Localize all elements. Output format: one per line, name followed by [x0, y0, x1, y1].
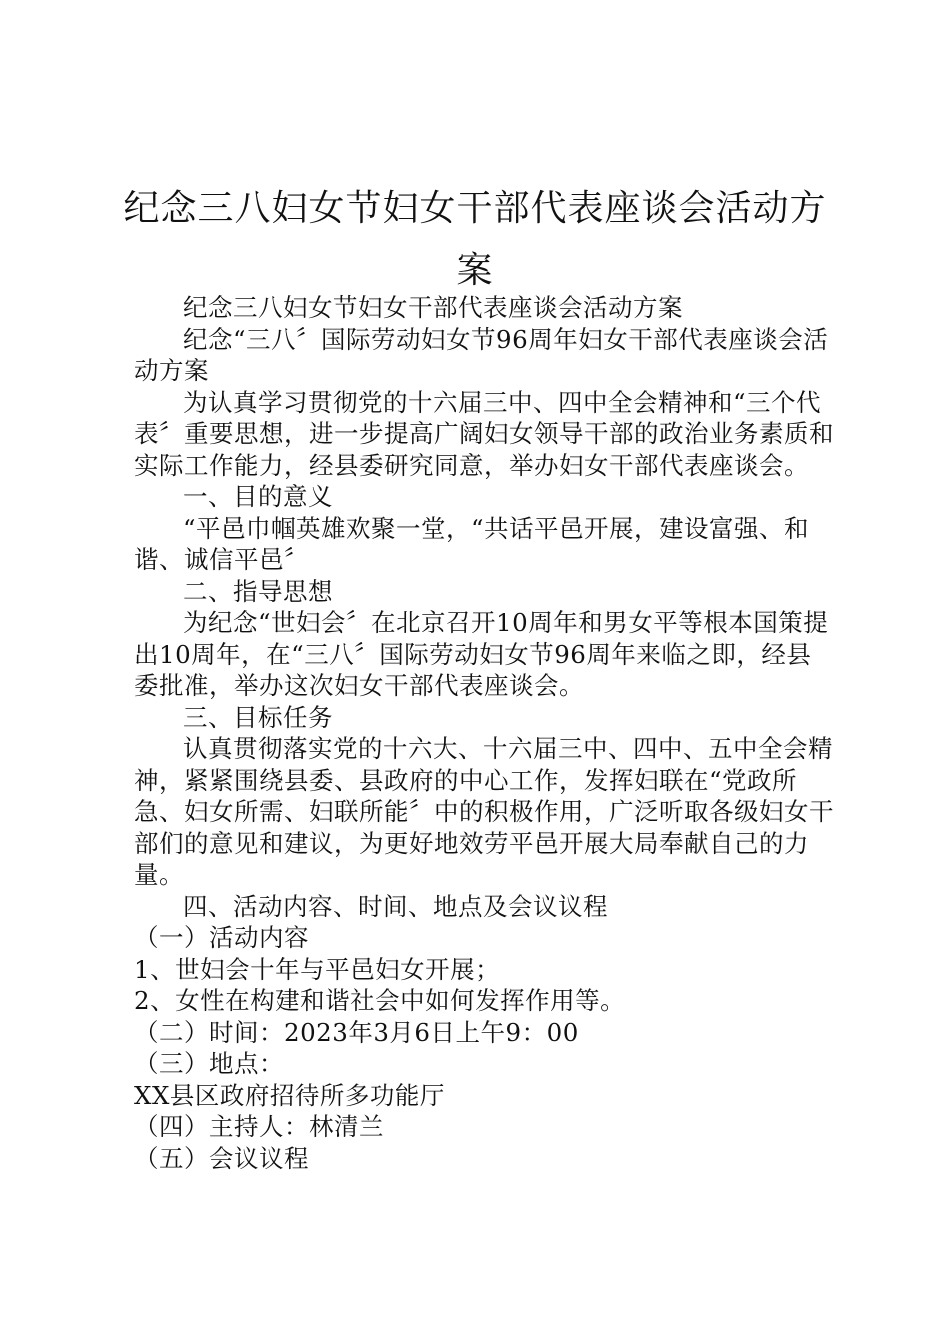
paragraph: 认真贯彻落实党的十六大、十六届三中、四中、五中全会精神，紧紧围绕县委、县政府的中心工作，发挥妇联在“党政所急、妇女所需、妇联所能〞中的积极作用，广泛听取各级妇女干部们的意见和建议，为更好地效劳平邑开展大局奉献自己的力量。	[134, 734, 834, 889]
title-line-1: 纪念三八妇女节妇女干部代表座谈会活动方	[123, 188, 827, 229]
paragraph: XX县区政府招待所多功能厅	[134, 1080, 445, 1110]
section-heading: 四、活动内容、时间、地点及会议议程	[183, 891, 608, 921]
paragraph: “平邑巾帼英雄欢聚一堂，“共话平邑开展，建设富强、和谐、诚信平邑〞	[134, 513, 810, 574]
subsection-heading: （二）时间：2023年3月6日上午9：00	[134, 1017, 579, 1047]
title-line-2: 案	[456, 250, 494, 291]
paragraph: 为认真学习贯彻党的十六届三中、四中全会精神和“三个代表〞重要思想，进一步提高广阔妇女领导干部的政治业务素质和实际工作能力，经县委研究同意，举办妇女干部代表座谈会。	[134, 387, 834, 480]
section-heading: 一、目的意义	[183, 482, 333, 511]
list-item: 1、世妇会十年与平邑妇女开展；	[134, 954, 501, 984]
paragraph: 为纪念“世妇会〞在北京召开10周年和男女平等根本国策提出10周年，在“三八〞国际劳动妇女节96周年来临之即，经县委批准，举办这次妇女干部代表座谈会。	[134, 608, 829, 700]
subsection-heading: （五）会议议程	[134, 1143, 309, 1173]
paragraph: 纪念“三八〞国际劳动妇女节96周年妇女干部代表座谈会活动方案	[134, 324, 829, 385]
document-body	[134, 292, 834, 1174]
list-item: 2、女性在构建和谐社会中如何发挥作用等。	[134, 986, 626, 1015]
section-heading: 三、目标任务	[183, 702, 333, 732]
section-heading: 二、指导思想	[183, 576, 333, 606]
paragraph: 纪念三八妇女节妇女干部代表座谈会活动方案	[183, 293, 683, 322]
subsection-heading: （四）主持人：林清兰	[134, 1112, 384, 1141]
document-title	[120, 178, 830, 302]
subsection-heading: （一）活动内容	[134, 923, 309, 952]
subsection-heading: （三）地点：	[134, 1049, 284, 1078]
